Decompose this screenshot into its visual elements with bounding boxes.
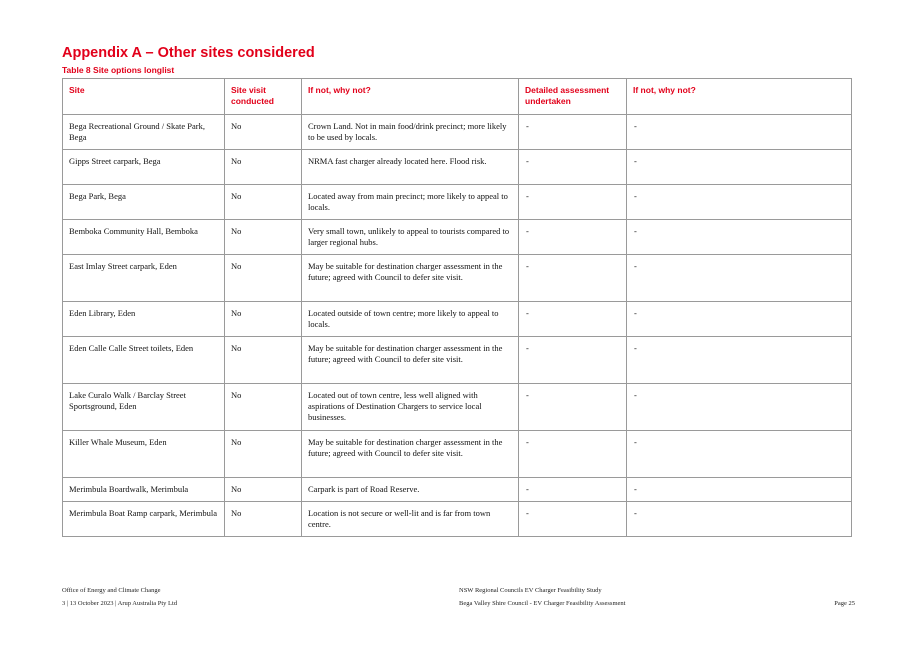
cell-assessment-reason: - [627, 337, 852, 384]
cell-visit-reason: Location is not secure or well-lit and is far from town centre. [302, 502, 519, 537]
cell-assessment: - [519, 150, 627, 185]
cell-visit: No [225, 431, 302, 478]
cell-assessment: - [519, 384, 627, 431]
cell-visit-reason: May be suitable for destination charger assessment in the future; agreed with Council to defer site visit. [302, 255, 519, 302]
table-row [63, 185, 852, 220]
cell-assessment: - [519, 478, 627, 502]
cell-visit-reason: Very small town, unlikely to appeal to tourists compared to larger regional hubs. [302, 220, 519, 255]
cell-assessment: - [519, 185, 627, 220]
table-row [63, 255, 852, 302]
cell-site: Merimbula Boat Ramp carpark, Merimbula [63, 502, 225, 537]
table-row [63, 115, 852, 150]
header-detailed-assessment: Detailed assessment undertaken [519, 79, 627, 115]
cell-assessment: - [519, 502, 627, 537]
cell-site: Bega Recreational Ground / Skate Park, Bega [63, 115, 225, 150]
cell-site: Eden Library, Eden [63, 302, 225, 337]
cell-assessment: - [519, 431, 627, 478]
cell-visit-reason: May be suitable for destination charger assessment in the future; agreed with Council to defer site visit. [302, 431, 519, 478]
cell-assessment-reason: - [627, 150, 852, 185]
cell-visit: No [225, 150, 302, 185]
cell-site: Bega Park, Bega [63, 185, 225, 220]
cell-assessment-reason: - [627, 185, 852, 220]
header-site: Site [63, 79, 225, 115]
table-caption: Table 8 Site options longlist [62, 65, 175, 75]
appendix-heading: Appendix A – Other sites considered [62, 45, 315, 61]
cell-assessment-reason: - [627, 255, 852, 302]
header-assessment-reason: If not, why not? [627, 79, 852, 115]
cell-site: Lake Curalo Walk / Barclay Street Sportsground, Eden [63, 384, 225, 431]
cell-assessment: - [519, 337, 627, 384]
cell-visit: No [225, 255, 302, 302]
cell-visit: No [225, 384, 302, 431]
cell-visit-reason: Located outside of town centre; more likely to appeal to locals. [302, 302, 519, 337]
cell-assessment: - [519, 302, 627, 337]
cell-assessment-reason: - [627, 115, 852, 150]
table-row [63, 150, 852, 185]
cell-site: Killer Whale Museum, Eden [63, 431, 225, 478]
footer-document-title: Bega Valley Shire Council - EV Charger Feasibility Assessment [459, 600, 626, 607]
cell-visit-reason: Located out of town centre, less well aligned with aspirations of Destination Chargers to service local businesses. [302, 384, 519, 431]
cell-site: Bemboka Community Hall, Bemboka [63, 220, 225, 255]
site-options-table [62, 78, 852, 537]
table-row [63, 478, 852, 502]
table-header-row [63, 79, 852, 115]
cell-assessment: - [519, 220, 627, 255]
cell-visit: No [225, 502, 302, 537]
cell-assessment: - [519, 255, 627, 302]
table-row [63, 302, 852, 337]
table-row [63, 502, 852, 537]
cell-visit-reason: Carpark is part of Road Reserve. [302, 478, 519, 502]
cell-assessment-reason: - [627, 502, 852, 537]
cell-visit: No [225, 478, 302, 502]
cell-visit: No [225, 185, 302, 220]
cell-assessment-reason: - [627, 431, 852, 478]
footer-page-number: Page 25 [834, 600, 855, 607]
cell-visit: No [225, 115, 302, 150]
cell-assessment-reason: - [627, 220, 852, 255]
cell-visit: No [225, 337, 302, 384]
cell-site: East Imlay Street carpark, Eden [63, 255, 225, 302]
cell-assessment-reason: - [627, 302, 852, 337]
cell-site: Eden Calle Calle Street toilets, Eden [63, 337, 225, 384]
header-visit-reason: If not, why not? [302, 79, 519, 115]
table-row [63, 220, 852, 255]
cell-visit: No [225, 220, 302, 255]
cell-visit-reason: May be suitable for destination charger assessment in the future; agreed with Council to defer site visit. [302, 337, 519, 384]
cell-visit-reason: NRMA fast charger already located here. Flood risk. [302, 150, 519, 185]
table-row [63, 384, 852, 431]
cell-assessment: - [519, 115, 627, 150]
cell-assessment-reason: - [627, 478, 852, 502]
footer-date: 3 | 13 October 2023 | Arup Australia Pty Ltd [62, 600, 178, 607]
table-row [63, 337, 852, 384]
cell-visit-reason: Crown Land. Not in main food/drink precinct; more likely to be used by locals. [302, 115, 519, 150]
cell-site: Gipps Street carpark, Bega [63, 150, 225, 185]
cell-visit-reason: Located away from main precinct; more likely to appeal to locals. [302, 185, 519, 220]
cell-site: Merimbula Boardwalk, Merimbula [63, 478, 225, 502]
header-site-visit: Site visit conducted [225, 79, 302, 115]
table-row [63, 431, 852, 478]
cell-visit: No [225, 302, 302, 337]
footer-client: Office of Energy and Climate Change [62, 587, 161, 594]
cell-assessment-reason: - [627, 384, 852, 431]
footer-study-title: NSW Regional Councils EV Charger Feasibility Study [459, 587, 602, 594]
